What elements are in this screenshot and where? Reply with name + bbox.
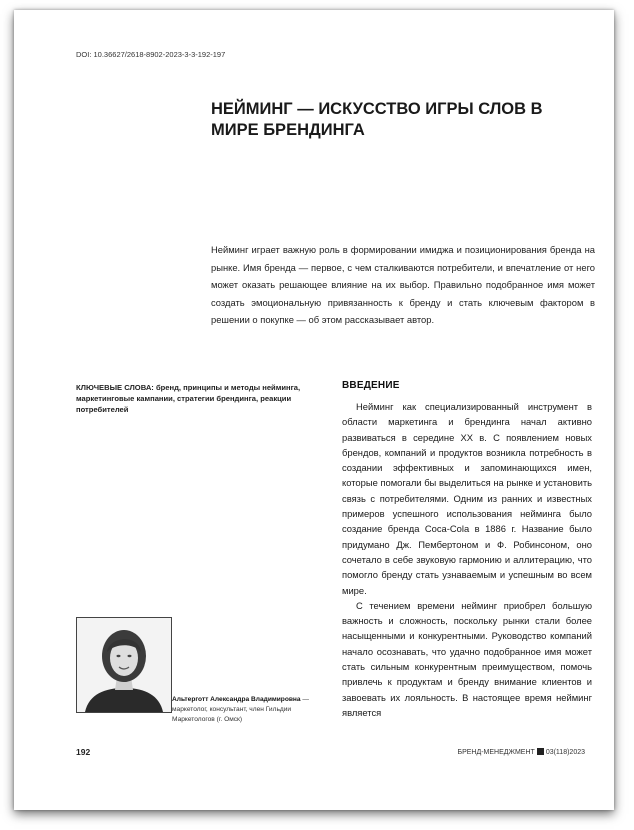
journal-issue: 03(118)2023 bbox=[545, 749, 585, 756]
body-paragraph: Нейминг как специализированный инструмент в области маркетинга и брендинга начал активно развиваться в середине XX в. С появлением новых брендов, компаний и продуктов возникла потребность в создании эффективных и запоминающихся имен, которые помогали бы выделиться на рынке и установить связь с потребителями. Одним из ранних и известных примеров успешного использования нейминга было создание бренда Coca-Cola в 1886 г. Название было придумано Дж. Пембертоном и Ф. Робинсоном, оно сочетало в себе звуковую гармонию и аллитерацию, что помогло бренду стать узнаваемым и успешным во всем мире. bbox=[342, 401, 592, 596]
keywords-label: КЛЮЧЕВЫЕ СЛОВА: bbox=[76, 383, 154, 392]
article-abstract: Нейминг играет важную роль в формировании имиджа и позиционирования бренда на рынке. Имя бренда — первое, с чем сталкиваются потребители, и впечатление от него может оказать решающее влияние на их выбор. Правильно подобранное имя может создать эмоциональную привязанность к бренду и стать ключевым фактором в решении о покупке — об этом рассказывает автор. bbox=[211, 244, 595, 326]
article-title: НЕЙМИНГ — ИСКУССТВО ИГРЫ СЛОВ В МИРЕ БРЕНДИНГА bbox=[211, 100, 543, 139]
page-number: 192 bbox=[76, 747, 91, 757]
author-info bbox=[172, 695, 332, 725]
square-separator-icon bbox=[537, 748, 544, 755]
section-heading: ВВЕДЕНИЕ bbox=[342, 380, 400, 391]
author-name: Альтерготт Александра Владимировна bbox=[172, 696, 301, 703]
doi-line: DOI: 10.36627/2618-8902-2023-3-3-192-197 bbox=[76, 50, 226, 59]
author-photo bbox=[76, 617, 172, 713]
body-paragraph: С течением времени нейминг приобрел большую важность и сложность, поскольку рынки стали более насыщенными и конкурентными. Руководство компаний начало осознавать, что удачно подобранное имя может стать сильным конкурентным преимуществом, помочь привлечь к продуктам и бренду внимание клиентов и завоевать их лояльность. В настоящее время нейминг является bbox=[342, 599, 592, 718]
journal-page bbox=[14, 10, 614, 810]
journal-footer bbox=[457, 748, 585, 756]
keywords-text: бренд, принципы и методы нейминга, маркетинговые кампании, стратегии брендинга, реакции потребителей bbox=[76, 383, 301, 414]
keywords-block bbox=[76, 382, 326, 415]
author-role: — маркетолог, консультант, член Гильдии Маркетологов (г. Омск) bbox=[172, 696, 309, 723]
section-body bbox=[342, 399, 592, 720]
journal-name: БРЕНД-МЕНЕДЖМЕНТ bbox=[457, 749, 535, 756]
